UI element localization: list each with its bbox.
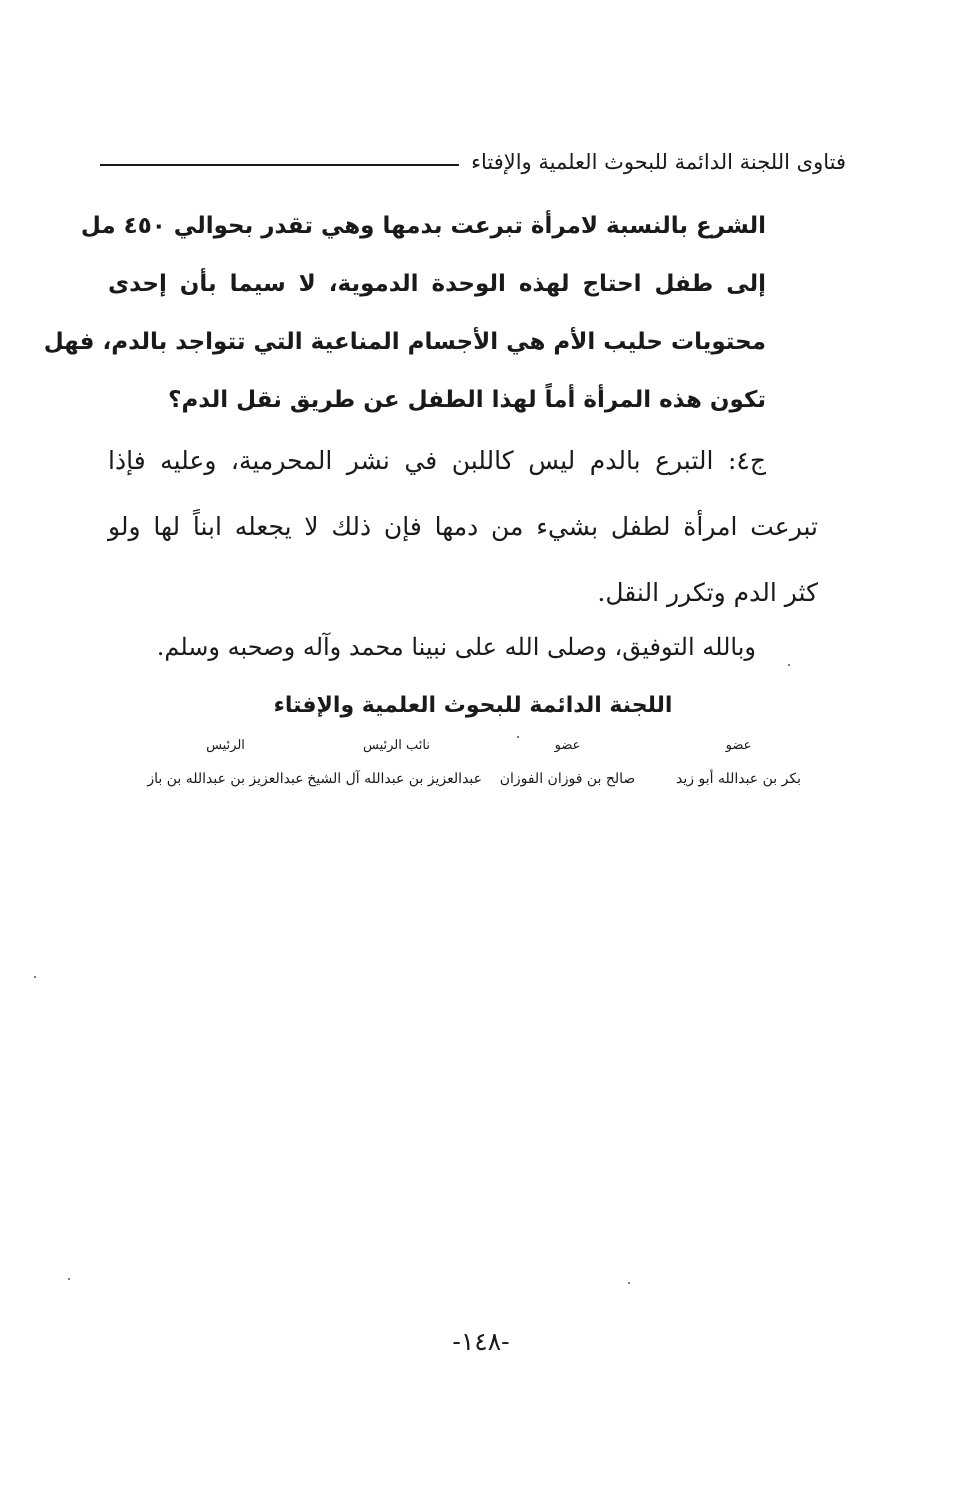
question-line: إلى طفل احتاج لهذه الوحدة الدموية، لا سيما بأن إحدى xyxy=(108,271,766,297)
signatory-name: بكر بن عبدالله أبو زيد xyxy=(676,771,801,787)
signatory-role: نائب الرئيس xyxy=(363,738,430,753)
page-number: -١٤٨- xyxy=(452,1327,510,1356)
header-title: فتاوى اللجنة الدائمة للبحوث العلمية والإفتاء xyxy=(471,150,846,174)
signatory-roles xyxy=(140,736,824,756)
scan-speck xyxy=(68,1278,70,1280)
answer-line: كثر الدم وتكرر النقل. xyxy=(597,578,818,607)
signatory-role: الرئيس xyxy=(206,738,245,753)
answer-block xyxy=(108,428,818,626)
signatory-names xyxy=(140,766,824,792)
question-line: تكون هذه المرأة أماً لهذا الطفل عن طريق نقل الدم؟ xyxy=(168,387,766,413)
scan-speck xyxy=(788,664,790,666)
scan-speck xyxy=(34,976,36,978)
closing-statement: وبالله التوفيق، وصلى الله على نبينا محمد وآله وصحبه وسلم. xyxy=(156,633,756,661)
question-block xyxy=(43,197,766,429)
answer-line: تبرعت امرأة لطفل بشيء من دمها فإن ذلك لا يجعله ابناً لها ولو xyxy=(108,512,818,541)
answer-line: ج٤: التبرع بالدم ليس كاللبن في نشر المحرمية، وعليه فإذا xyxy=(108,446,766,475)
signatory-role: عضو xyxy=(554,738,581,753)
scan-speck xyxy=(517,736,519,738)
question-line: الشرع بالنسبة لامرأة تبرعت بدمها وهي تقدر بحوالي ٤٥٠ مل xyxy=(80,213,766,239)
signatory-role: عضو xyxy=(725,738,752,753)
signatory-name: صالح بن فوزان الفوزان xyxy=(499,771,636,787)
question-line: محتويات حليب الأم هي الأجسام المناعية التي تتواجد بالدم، فهل xyxy=(43,329,766,355)
header-rule xyxy=(100,164,459,166)
committee-title: اللجنة الدائمة للبحوث العلمية والإفتاء xyxy=(273,693,673,718)
running-header xyxy=(100,142,846,182)
signatory-name: عبدالعزيز بن عبدالله بن باز xyxy=(147,771,304,787)
scan-speck xyxy=(628,1282,630,1284)
signatory-name: عبدالعزيز بن عبدالله آل الشيخ xyxy=(307,771,482,787)
